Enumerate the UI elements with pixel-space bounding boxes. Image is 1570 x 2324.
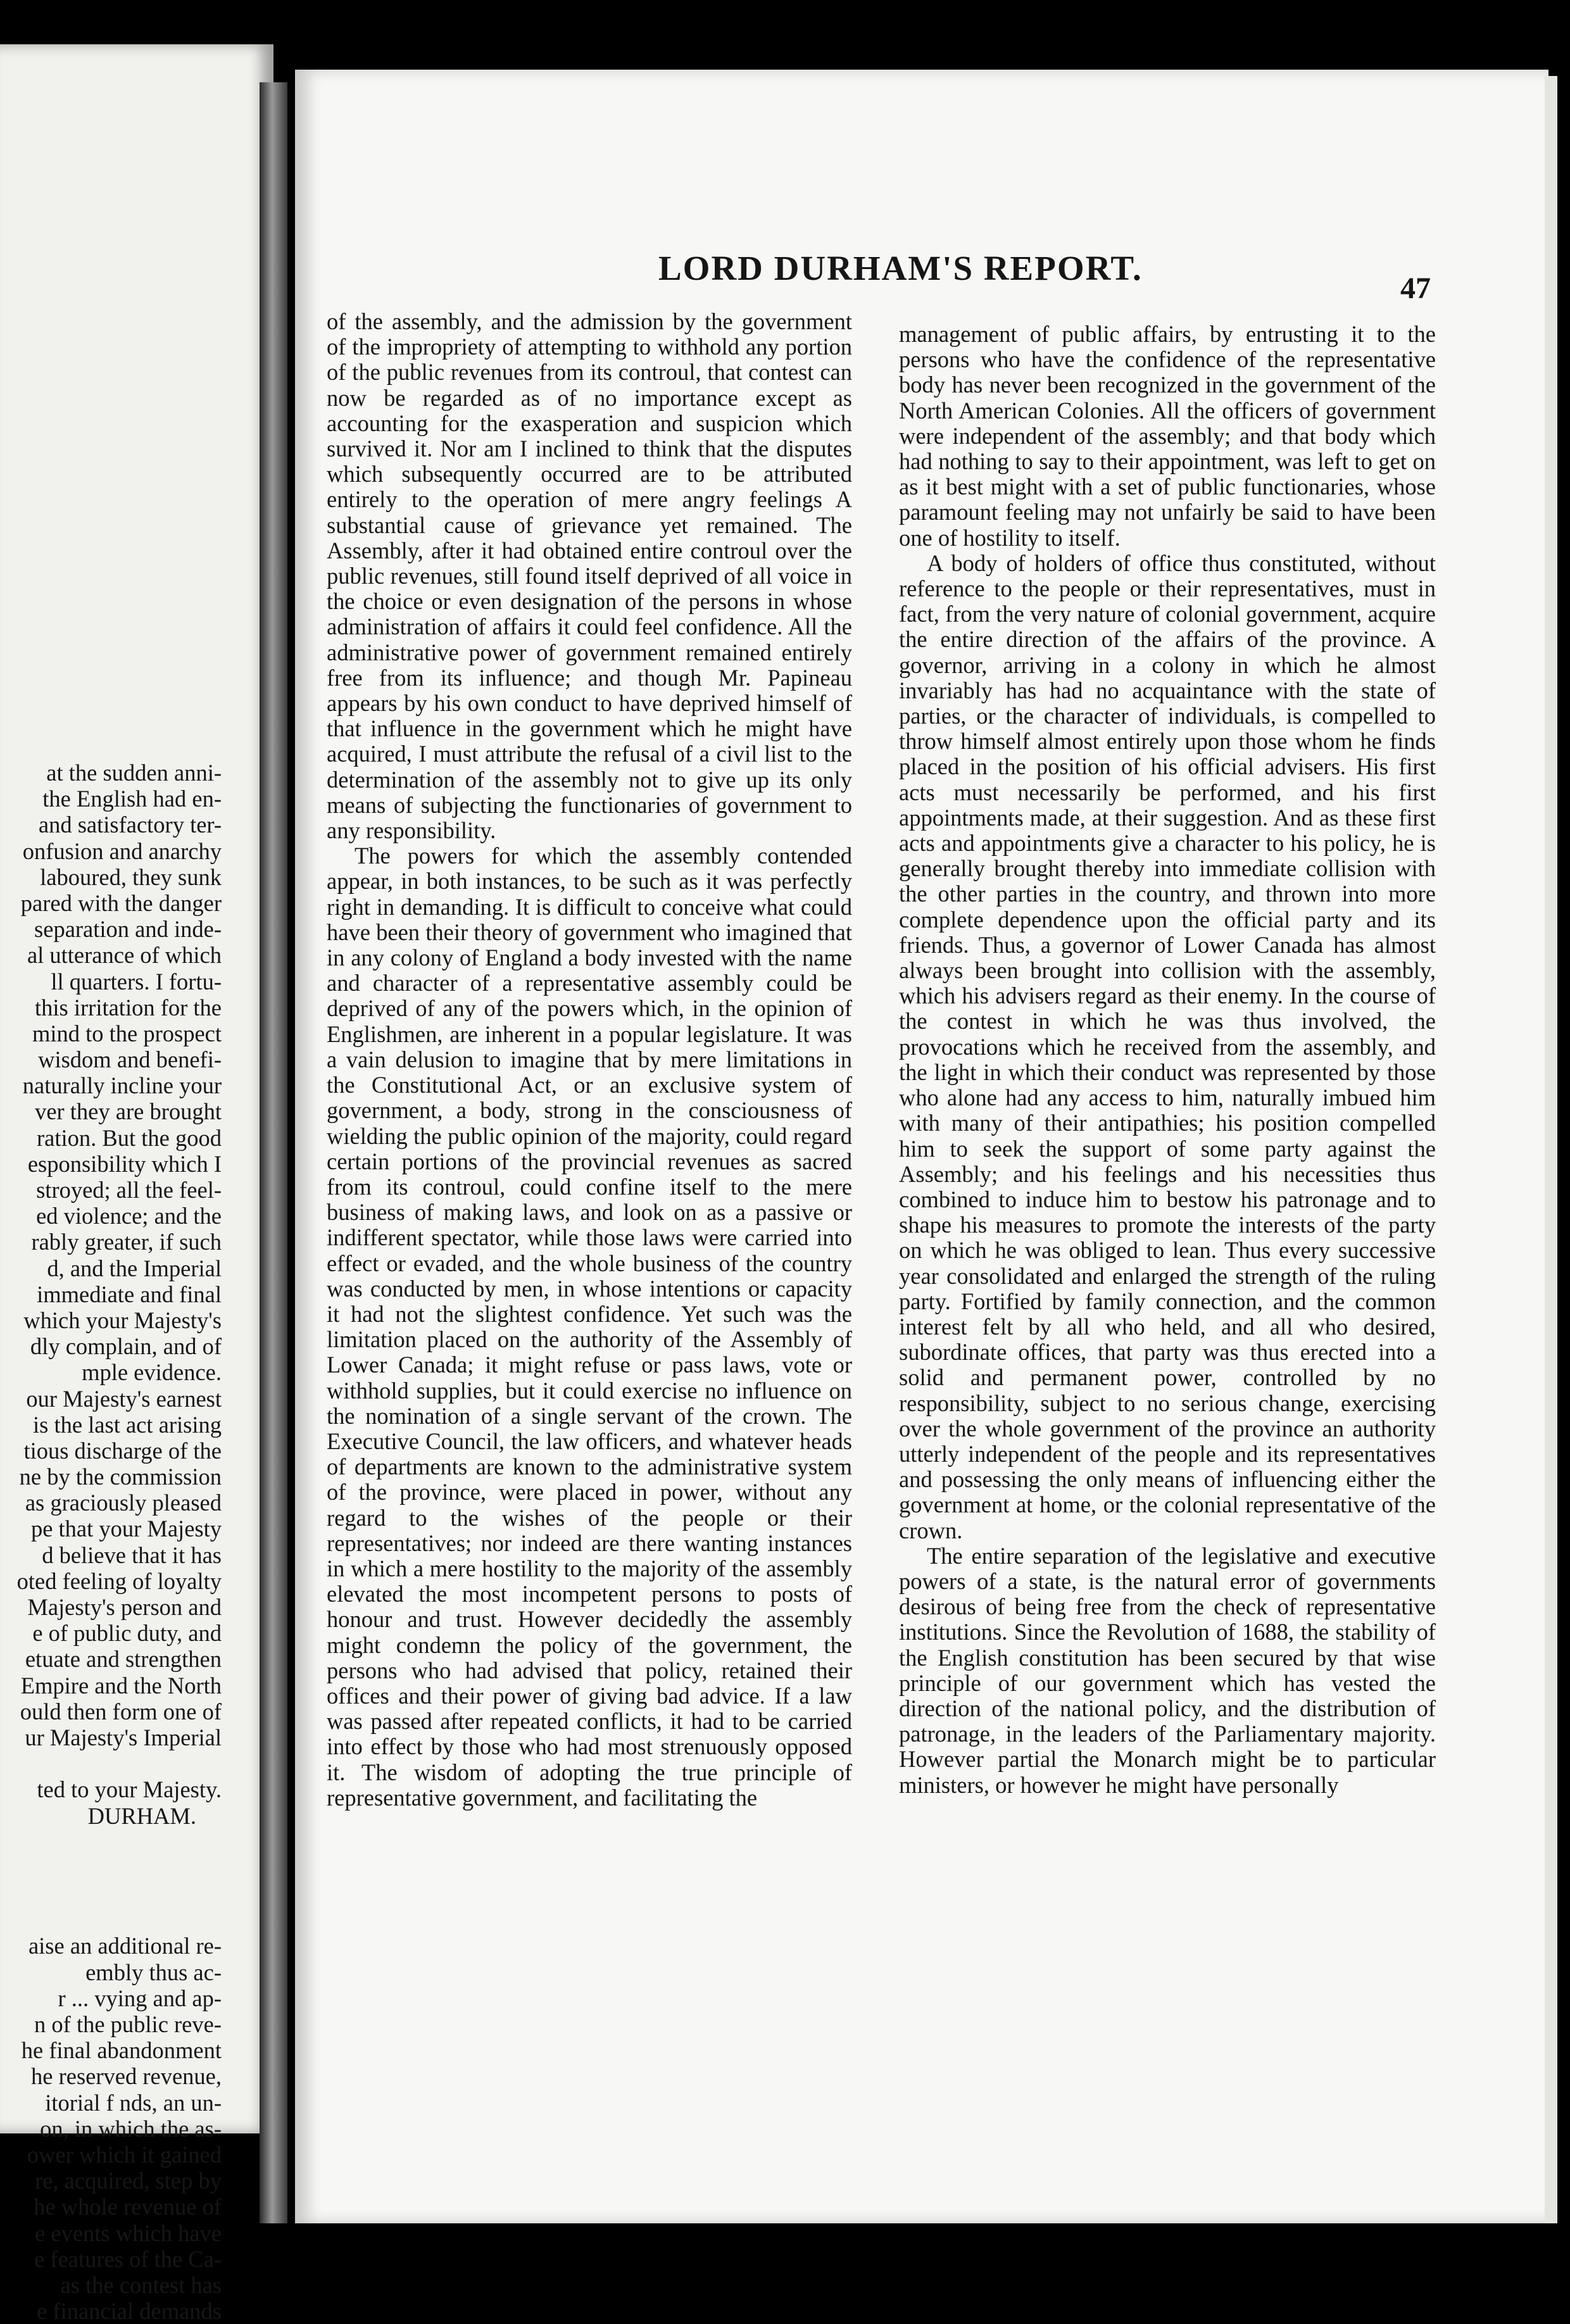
paragraph: of the assembly, and the admission by the government of the impropriety of attempting to withhold any portion of the public revenues from its controul, that contest can now be regarded as of no importance except as accounting for the exasperation and suspicion which survived it. Nor am I inclined to think that the disputes which subsequently occurred are to be attributed entirely to the operation of mere angry feelings A substantial cause of grievance yet remained. The Assembly, after it had obtained entire controul over the public revenues, still found itself deprived of all voice in the choice or even designation of the persons in whose administration of affairs it could feel confidence. All the administrative power of government remained entirely free from its influence; and though Mr. Papineau appears by his own conduct to have deprived himself of that influence in the government which he might have acquired, I must attribute the refusal of a civil list to the determination of the assembly not to give up its only means of subjecting the functionaries of government to any responsibility. <box>327 308 852 844</box>
text-column-right <box>899 322 1436 1798</box>
left-page-line: mind to the prospect <box>32 1020 222 1046</box>
left-page-line: as the contest has <box>60 2271 222 2298</box>
paragraph: The entire separation of the legislative and executive powers of a state, is the natural error of governments desirous of being free from the check of representative institutions. Since the Revolution of 1688, the stability of the English constitution has been secured by that wise principle of our government which has vested the direction of the national policy, and the distribution of patronage, in the leaders of the Parliamentary majority. However partial the Monarch might be to particular ministers, or however he might have personally <box>899 1542 1436 1798</box>
left-page-line: on, in which the as- <box>40 2115 222 2142</box>
left-page-line: immediate and final <box>37 1281 222 1307</box>
left-page-line: pe that your Majesty <box>30 1516 222 1542</box>
page-edge <box>1545 76 1557 2223</box>
left-page-line: rably greater, if such <box>31 1229 222 1255</box>
left-page-line: as graciously pleased <box>25 1490 222 1516</box>
left-page-line: ver they are brought <box>35 1098 222 1125</box>
left-page-line: d believe that it has <box>42 1542 222 1568</box>
running-title: LORD DURHAM'S REPORT. <box>658 249 1143 287</box>
paragraph: management of public affairs, by entrusting it to the persons who have the confidence of the representative body has never been recognized in the government of the North American Colonies. All the officers of government were independent of the assembly; and that body which had nothing to say to their appointment, was left to get on as it best might with a set of public functionaries, whose paramount feeling may not unfairly be said to have been one of hostility to itself. <box>899 321 1436 551</box>
left-page-line: he reserved revenue, <box>31 2063 222 2090</box>
left-page-line: tious discharge of the <box>23 1437 222 1464</box>
left-page-line: oted feeling of loyalty <box>16 1567 222 1594</box>
left-page-line: re, acquired, step by <box>35 2168 222 2194</box>
left-page-line: is the last act arising <box>32 1411 222 1438</box>
text-column-left <box>327 309 852 1811</box>
left-page-text-fragment <box>0 760 222 2324</box>
closing-line: ted to your Majesty. <box>37 1776 222 1803</box>
left-page-line: he final abandonment <box>21 2037 222 2064</box>
left-page-line: itorial f nds, an un- <box>45 2089 222 2116</box>
left-page-line: aise an additional re- <box>28 1933 222 1959</box>
left-page-line: onfusion and anarchy <box>22 838 222 864</box>
left-page-line: the English had en- <box>42 786 222 812</box>
signature: DURHAM. <box>87 1802 196 1829</box>
left-page-line: esponsibility which I <box>27 1150 222 1177</box>
left-page-line: and satisfactory ter- <box>38 812 222 838</box>
left-page-line: ne by the commission <box>19 1464 222 1490</box>
left-page-line: mple evidence. <box>82 1359 222 1386</box>
left-page-line: embly thus ac- <box>85 1959 222 1985</box>
book-gutter <box>260 82 287 2223</box>
left-page-line: pared with the danger <box>20 889 222 916</box>
left-page-line: separation and inde- <box>34 916 222 943</box>
left-page-line: laboured, they sunk <box>40 864 222 890</box>
left-page-line: n of the public reve- <box>34 2011 222 2037</box>
left-page-line: this irritation for the <box>35 994 222 1021</box>
left-page-line: wisdom and benefi- <box>38 1046 222 1073</box>
paragraph: The powers for which the assembly contended appear, in both instances, to be such as it was perfectly right in demanding. It is difficult to conceive what could have been their theory of government who imagined that in any colony of England a body invested with the name and character of a representative assembly could be deprived of any of the powers which, in the opinion of Englishmen, are inherent in a popular legislature. It was a vain delusion to imagine that by mere limitations in the Constitutional Act, or an exclusive system of government, a body, strong in the consciousness of wielding the public opinion of the majority, could regard certain portions of the provincial revenues as sacred from its controul, could confine itself to the mere business of making laws, and look on as a passive or indifferent spectator, while those laws were carried into effect or evaded, and the whole business of the country was conducted by men, in whose intentions or capacity it had not the slightest confidence. Yet such was the limitation placed on the authority of the Assembly of Lower Canada; it might refuse or pass laws, vote or withhold supplies, but it could exercise no influence on the nomination of a single servant of the crown. The Executive Council, the law officers, and whatever heads of departments are known to the administrative system of the province, were placed in power, without any regard to the wishes of the people or their representatives; nor indeed are there wanting instances in which a mere hostility to the majority of the assembly elevated the most incompetent persons to posts of honour and trust. However decidedly the assembly might condemn the policy of the government, the persons who had advised that policy, retained their offices and their power of giving bad advice. If a law was passed after repeated conflicts, it had to be carried into effect by those who had most strenuously opposed it. The wisdom of adopting the true principle of representative government, and facilitating the <box>327 843 852 1811</box>
left-page-line: al utterance of which <box>27 942 222 969</box>
left-page-lower-lines <box>0 1933 222 2324</box>
left-page-line: our Majesty's earnest <box>26 1385 222 1412</box>
left-page-line: r ... vying and ap- <box>58 1985 222 2011</box>
left-page-line: e events which have <box>35 2220 222 2246</box>
left-page-line: he whole revenue of <box>34 2194 222 2220</box>
left-page-line: e of public duty, and <box>32 1620 222 1647</box>
left-page-upper-lines <box>0 760 222 1750</box>
left-page-line: ll quarters. I fortu- <box>51 968 222 995</box>
left-page-line: stroyed; all the feel- <box>36 1177 222 1203</box>
left-page-line: which your Majesty's <box>23 1307 222 1333</box>
left-page-line: e financial demands <box>37 2298 222 2324</box>
left-page-line: Empire and the North <box>20 1672 222 1699</box>
paragraph: A body of holders of office thus constituted, without reference to the people or their representatives, must in fact, from the very nature of colonial government, acquire the entire direction of the affairs of the province. A governor, arriving in a colony in which he almost invariably has had no acquaintance with the state of parties, or the character of individuals, is compelled to throw himself almost entirely upon those whom he finds placed in the position of his official advisers. His first acts must necessarily be performed, and his first appointments made, at their suggestion. And as these first acts and appointments give a character to his policy, he is generally brought thereby into immediate collision with the other parties in the country, and thrown into more complete dependence upon the official party and its friends. Thus, a governor of Lower Canada has almost always been brought into collision with the assembly, which his advisers regard as their enemy. In the course of the contest in which he was thus involved, the provocations which he received from the assembly, and the light in which their conduct was represented by those who alone had any access to him, naturally imbued him with many of their antipathies; his position compelled him to seek the support of some party against the Assembly; and his feelings and his necessities thus combined to induce him to bestow his patronage and to shape his measures to promote the interests of the party on which he was obliged to lean. Thus every successive year consolidated and enlarged the strength of the ruling party. Fortified by family connection, and the common interest felt by all who held, and all who desired, subordinate offices, that party was thus erected into a solid and permanent power, controlled by no responsibility, subject to no serious change, exercising over the whole government of the province an authority utterly independent of the people and its representatives and possessing the only means of influencing either the government at home, or the colonial representative of the crown. <box>899 550 1436 1543</box>
left-page-line: naturally incline your <box>22 1072 222 1099</box>
left-page-line: dly complain, and of <box>30 1333 222 1360</box>
left-page-line: ration. But the good <box>37 1124 222 1151</box>
left-page-line: ould then form one of <box>20 1698 222 1724</box>
left-page-line: at the sudden anni- <box>46 760 222 786</box>
page-number: 47 <box>1400 272 1431 305</box>
left-page-line: e features of the Ca- <box>34 2245 222 2272</box>
left-page-line: d, and the Imperial <box>47 1255 222 1281</box>
left-page-line: ed violence; and the <box>36 1203 222 1229</box>
left-page-line: etuate and strengthen <box>25 1646 222 1673</box>
left-page-line: ower which it gained <box>27 2141 222 2168</box>
left-page-line: ur Majesty's Imperial <box>25 1724 222 1750</box>
left-page-line: Majesty's person and <box>27 1594 222 1620</box>
left-page <box>0 44 273 2324</box>
